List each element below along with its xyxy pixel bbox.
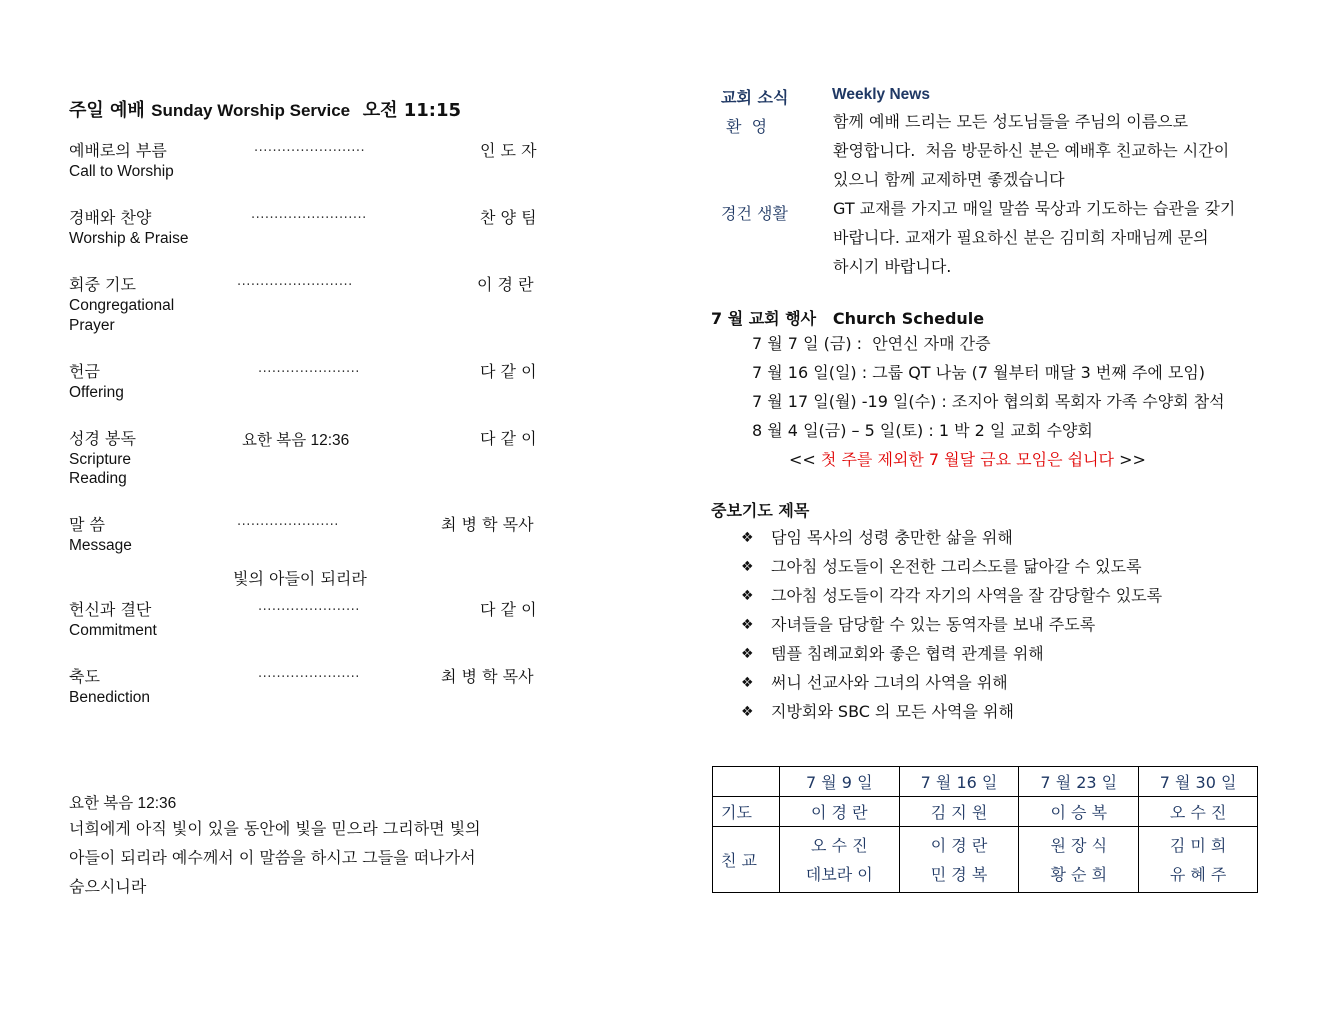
fellowship-name: 김 미 희 xyxy=(1169,835,1227,855)
table-header-date: 7 월 16 일 xyxy=(899,767,1019,797)
order-item-ko: 축도 xyxy=(69,667,100,686)
diamond-bullet-icon: ❖ xyxy=(741,617,754,633)
schedule-event: 7 월 16 일(일) : 그룹 QT 나눔 (7 월부터 매달 3 번째 주에 모임) xyxy=(752,363,1206,382)
order-item-leader: 다 같 이 xyxy=(480,362,537,381)
scripture-ref: 요한 복음 12:36 xyxy=(69,795,177,812)
diamond-bullet-icon: ❖ xyxy=(741,704,754,720)
order-item-dots: ........................ xyxy=(254,140,366,155)
order-item-leader: 다 같 이 xyxy=(480,429,537,448)
schedule-event: 8 월 4 일(금) – 5 일(토) : 1 박 2 일 교회 수양회 xyxy=(752,421,1093,440)
service-time: 오전 11:15 xyxy=(362,100,462,121)
fellowship-name: 데보라 이 xyxy=(805,864,873,884)
schedule-heading: 7 월 교회 행사 Church Schedule xyxy=(711,309,985,328)
table-cell xyxy=(1139,827,1258,893)
order-item-ko: 말 씀 xyxy=(69,515,105,534)
table-header-date: 7 월 30 일 xyxy=(1139,767,1258,797)
diamond-bullet-icon: ❖ xyxy=(741,559,754,575)
order-item-dots: ...................... xyxy=(237,514,339,529)
table-cell xyxy=(899,827,1019,893)
order-item-en: Call to Worship xyxy=(69,163,174,180)
prayer-item: 그아침 성도들이 각각 자기의 사역을 잘 감당할수 있도록 xyxy=(771,586,1163,605)
table-cell: 이 경 란 xyxy=(779,797,899,827)
order-item-leader: 다 같 이 xyxy=(480,600,537,619)
order-item-en: Offering xyxy=(69,384,124,401)
order-item-ko: 헌금 xyxy=(69,362,100,381)
order-item-en: Benediction xyxy=(69,689,151,706)
order-item-leader: 찬 양 팀 xyxy=(480,208,537,227)
notice-text: 첫 주를 제외한 7 월달 금요 모임은 쉽니다 xyxy=(820,450,1114,469)
scripture-line: 너희에게 아직 빛이 있을 동안에 빛을 믿으라 그리하면 빛의 xyxy=(69,819,481,838)
scripture-line: 아들이 되리라 예수께서 이 말씀을 하시고 그들을 떠나가서 xyxy=(69,848,476,867)
notice-close: >> xyxy=(1113,450,1146,469)
prayer-item: 담임 목사의 성령 충만한 삶을 위해 xyxy=(771,528,1013,547)
order-item-en: Scripture xyxy=(69,451,132,468)
fellowship-name: 황 순 희 xyxy=(1050,864,1108,884)
diamond-bullet-icon: ❖ xyxy=(741,675,754,691)
scripture-reference: 요한 복음 12:36 xyxy=(242,432,350,449)
table-cell: 이 승 복 xyxy=(1019,797,1139,827)
order-item-en: Reading xyxy=(69,470,127,487)
fellowship-name: 민 경 복 xyxy=(930,864,988,884)
table-cell xyxy=(1019,827,1139,893)
duty-table xyxy=(712,766,1258,893)
row-label-prayer: 기도 xyxy=(713,797,780,827)
sermon-title: 빛의 아들이 되리라 xyxy=(233,569,367,588)
welcome-label: 환 영 xyxy=(726,117,768,136)
prayer-item: 템플 침례교회와 좋은 협력 관계를 위해 xyxy=(771,644,1044,663)
service-title-en: Sunday Worship Service xyxy=(151,101,351,120)
fellowship-name: 오 수 진 xyxy=(810,835,868,855)
order-item-dots: ......................... xyxy=(237,274,353,289)
order-item-en: Commitment xyxy=(69,622,157,639)
diamond-bullet-icon: ❖ xyxy=(741,588,754,604)
prayer-item: 자녀들을 담당할 수 있는 동역자를 보내 주도록 xyxy=(771,615,1096,634)
table-header-date: 7 월 23 일 xyxy=(1019,767,1139,797)
table-row xyxy=(713,767,1258,797)
prayer-item: 그아침 성도들이 온전한 그리스도를 닮아갈 수 있도록 xyxy=(771,557,1142,576)
row-label-fellowship: 친 교 xyxy=(713,827,780,893)
order-item-ko: 성경 봉독 xyxy=(69,429,136,448)
service-title-ko: 주일 예배 xyxy=(69,100,145,121)
table-cell xyxy=(779,827,899,893)
fellowship-name: 유 혜 주 xyxy=(1169,864,1227,884)
order-item-dots: ......................... xyxy=(251,207,367,222)
news-heading-en: Weekly News xyxy=(832,86,930,103)
welcome-line: 함께 예배 드리는 모든 성도님들을 주님의 이름으로 xyxy=(833,112,1189,131)
order-item-dots: ...................... xyxy=(258,666,360,681)
order-item-ko: 헌신과 결단 xyxy=(69,600,152,619)
order-item-en: Message xyxy=(69,537,132,554)
scripture-line: 숨으시니라 xyxy=(69,877,147,896)
prayer-item: 지방회와 SBC 의 모든 사역을 위해 xyxy=(771,702,1014,721)
table-row xyxy=(713,797,1258,827)
table-cell: 김 지 원 xyxy=(899,797,1019,827)
prayer-heading: 중보기도 제목 xyxy=(711,501,810,520)
order-item-ko: 회중 기도 xyxy=(69,275,136,294)
devotion-label: 경건 생활 xyxy=(721,204,788,223)
prayer-item: 써니 선교사와 그녀의 사역을 위해 xyxy=(771,673,1008,692)
order-item-en: Prayer xyxy=(69,317,115,334)
news-heading-ko: 교회 소식 xyxy=(721,88,789,107)
table-cell xyxy=(713,767,780,797)
order-item-dots: ...................... xyxy=(258,361,360,376)
order-item-leader: 최 병 학 목사 xyxy=(441,515,534,534)
notice-open: << xyxy=(789,450,821,469)
welcome-line: 환영합니다. 처음 방문하신 분은 예배후 친교하는 시간이 xyxy=(833,141,1230,160)
diamond-bullet-icon: ❖ xyxy=(741,530,754,546)
order-item-en: Worship & Praise xyxy=(69,230,189,247)
order-item-dots: ...................... xyxy=(258,599,360,614)
schedule-event: 7 월 7 일 (금) : 안연신 자매 간증 xyxy=(752,334,991,353)
diamond-bullet-icon: ❖ xyxy=(741,646,754,662)
order-item-leader: 최 병 학 목사 xyxy=(441,667,534,686)
devotion-line: 바랍니다. 교재가 필요하신 분은 김미희 자매님께 문의 xyxy=(833,228,1209,247)
order-item-en: Congregational xyxy=(69,297,175,314)
order-item-leader: 인 도 자 xyxy=(480,141,537,160)
schedule-event: 7 월 17 일(월) -19 일(수) : 조지아 협의회 목회자 가족 수양회 참석 xyxy=(752,392,1225,411)
order-item-ko: 경배와 찬양 xyxy=(69,208,152,227)
table-row xyxy=(713,827,1258,893)
devotion-line: 하시기 바랍니다. xyxy=(833,257,952,276)
fellowship-name: 원 장 식 xyxy=(1050,835,1108,855)
fellowship-name: 이 경 란 xyxy=(930,835,988,855)
devotion-line: GT 교재를 가지고 매일 말씀 묵상과 기도하는 습관을 갖기 xyxy=(833,199,1236,218)
schedule-notice xyxy=(789,445,1146,474)
order-item-leader: 이 경 란 xyxy=(477,275,534,294)
service-title xyxy=(69,96,461,122)
order-item-ko: 예배로의 부름 xyxy=(69,141,167,160)
welcome-line: 있으니 함께 교제하면 좋겠습니다 xyxy=(833,170,1065,189)
table-header-date: 7 월 9 일 xyxy=(779,767,899,797)
table-cell: 오 수 진 xyxy=(1139,797,1258,827)
